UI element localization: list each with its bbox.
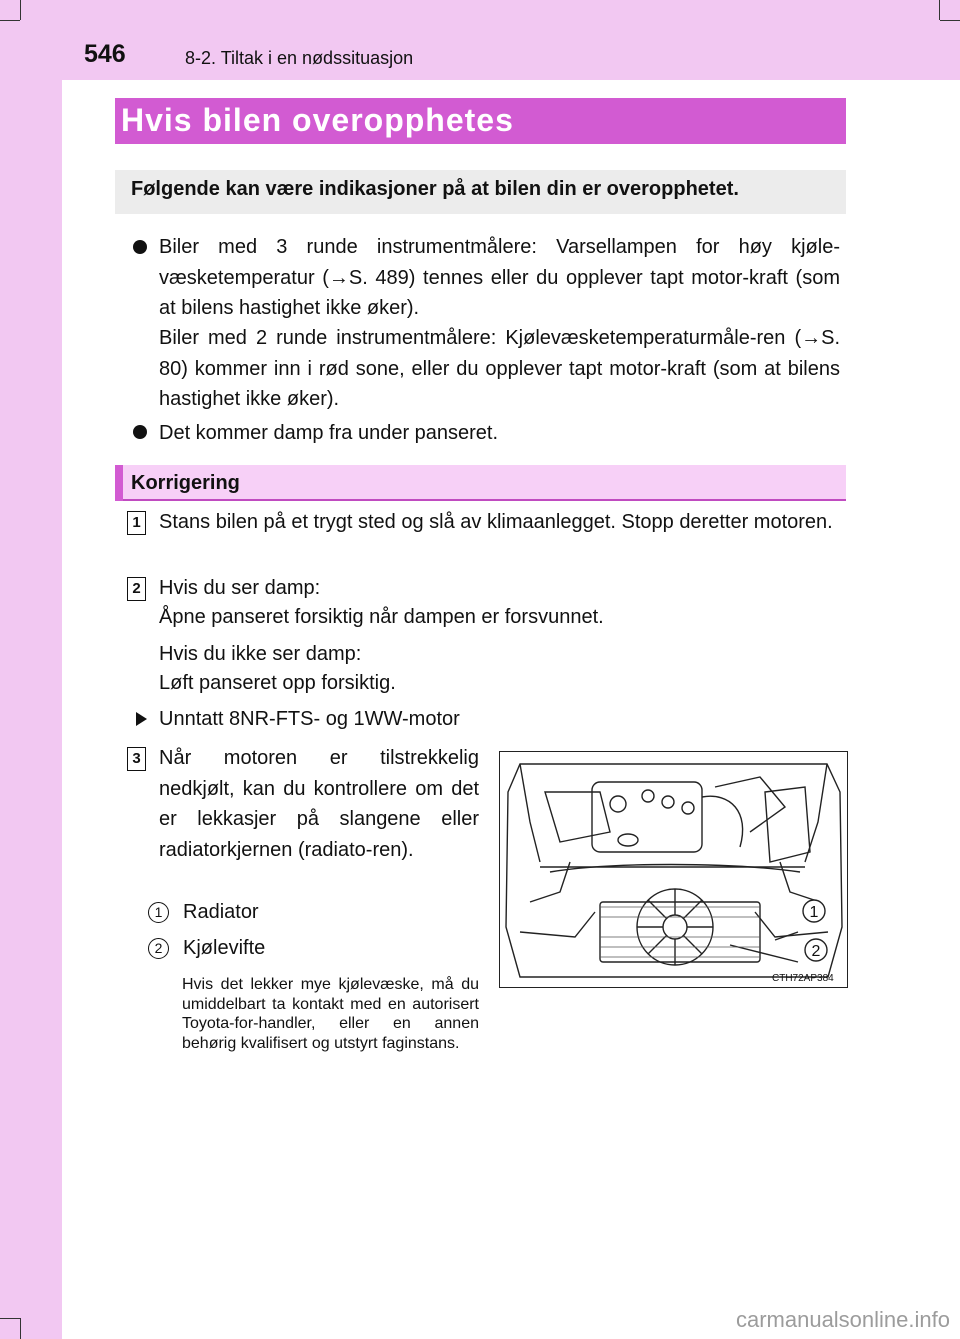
legend-label: Radiator — [183, 901, 259, 923]
figure-callout: 2 — [811, 943, 821, 960]
step-text: Åpne panseret forsiktig når dampen er forsvunnet. — [159, 606, 604, 628]
except-note: Unntatt 8NR-FTS- og 1WW-motor — [159, 708, 460, 730]
legend-label: Kjølevifte — [183, 937, 266, 959]
step-text: Hvis du ser damp: — [159, 577, 321, 599]
step-number: 3 — [127, 747, 146, 771]
bullet-icon — [133, 425, 147, 439]
engine-bay-drawing — [500, 752, 847, 987]
step-number: 1 — [127, 511, 146, 535]
step-text: Løft panseret opp forsiktig. — [159, 672, 396, 694]
section-title: Korrigering — [131, 472, 240, 494]
step-text: Når motoren er tilstrekkelig nedkjølt, kan du kontrollere om det er lekkasjer på slangene eller radiatorkjernen (radiato-ren). — [159, 747, 479, 861]
legend-number: 2 — [148, 938, 169, 959]
figure-callout: 1 — [809, 904, 819, 921]
crop-mark — [939, 0, 940, 20]
figure-code: CTH72AP384 — [772, 973, 834, 984]
legend-number: 1 — [148, 902, 169, 923]
warning-note: Hvis det lekker mye kjølevæske, må du umiddelbart ta kontakt med en autorisert Toyota-for-handler, eller en annen behørig kvalifisert og utstyrt faginstans. — [182, 976, 479, 1052]
crop-mark — [0, 20, 20, 21]
page-number: 546 — [84, 40, 126, 68]
crop-mark — [0, 1318, 20, 1319]
intro-text: Følgende kan være indikasjoner på at bilen din er overopphetet. — [131, 178, 739, 200]
bullet-item: Biler med 3 runde instrumentmålere: Varsellampen for høy kjøle-væsketemperatur (→S. 489) tennes eller du opplever tapt motor-kraft (som at bilens hastighet ikke øker). — [159, 236, 840, 319]
engine-illustration — [499, 751, 848, 988]
page-title: Hvis bilen overopphetes — [121, 102, 514, 138]
crop-mark — [20, 1318, 21, 1339]
crop-mark — [940, 20, 960, 21]
step-number: 2 — [127, 577, 146, 601]
side-color-band — [0, 0, 62, 1339]
step-text: Hvis du ikke ser damp: — [159, 643, 362, 665]
bullet-item: Det kommer damp fra under panseret. — [159, 422, 499, 444]
section-accent — [115, 465, 123, 501]
triangle-bullet-icon — [136, 712, 147, 726]
crop-mark — [20, 0, 21, 20]
chapter-title: 8-2. Tiltak i en nødssituasjon — [185, 48, 414, 68]
footer-watermark: carmanualsonline.info — [735, 1307, 950, 1332]
bullet-item: Biler med 2 runde instrumentmålere: Kjølevæsketemperaturmåle-ren (→S. 80) kommer inn i rød sone, eller du opplever tapt motor-kraft (som at bilens hastighet ikke øker). — [159, 327, 840, 410]
bullet-icon — [133, 240, 147, 254]
step-text: Stans bilen på et trygt sted og slå av klimaanlegget. Stopp deretter motoren. — [159, 511, 833, 533]
